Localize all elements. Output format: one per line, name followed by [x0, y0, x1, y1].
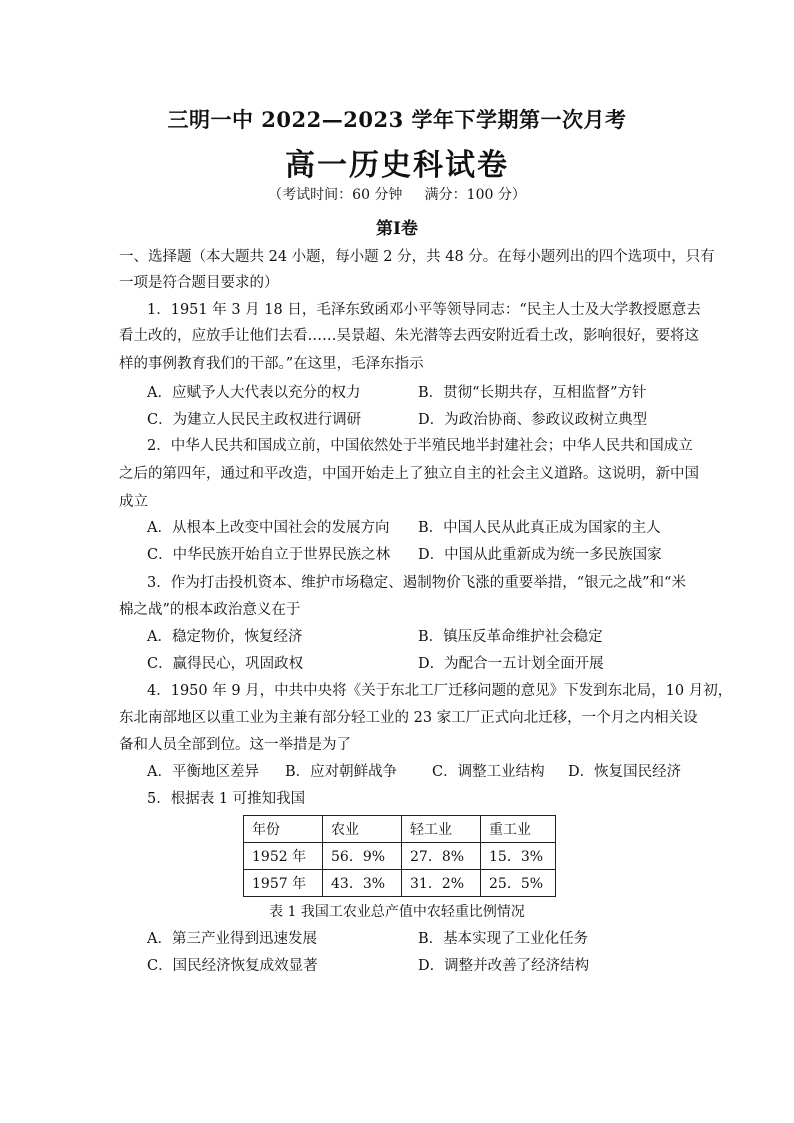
exam-info: （考试时间：60 分钟 满分：100 分） — [268, 187, 526, 203]
section-heading: 第Ⅰ卷 — [376, 219, 418, 239]
question-5-option-d[interactable]: D．调整并改善了经济结构 — [418, 958, 590, 974]
table-cell: 43．3% — [323, 870, 402, 897]
question-4-option-b[interactable]: B．应对朝鲜战争 — [285, 764, 398, 780]
question-1-line-2: 看土改的，应放手让他们去看……吴景超、朱光潜等去西安附近看土改，影响很好，要将这 — [119, 328, 699, 344]
question-4-option-c[interactable]: C．调整工业结构 — [432, 764, 545, 780]
question-2-line-2: 之后的第四年，通过和平改造，中国开始走上了独立自主的社会主义道路。这说明，新中国 — [119, 466, 699, 482]
question-3-line-1: 3．作为打击投机资本、维护市场稳定、遏制物价飞涨的重要举措，“银元之战”和“米 — [147, 575, 686, 591]
question-1-option-c[interactable]: C．为建立人民民主政权进行调研 — [147, 412, 362, 428]
question-1-option-a[interactable]: A．应赋予人大代表以充分的权力 — [147, 385, 361, 401]
question-5-option-b[interactable]: B．基本实现了工业化任务 — [418, 931, 589, 947]
question-2-line-1: 2．中华人民共和国成立前，中国依然处于半殖民地半封建社会；中华人民共和国成立 — [147, 438, 693, 454]
question-1-line-1: 1．1951 年 3 月 18 日，毛泽东致函邓小平等领导同志：“民主人士及大学教授愿意去 — [147, 302, 701, 318]
instructions-line-1: 一、选择题（本大题共 24 小题，每小题 2 分，共 48 分。在每小题列出的四个选项中，只有 — [119, 249, 715, 265]
question-4-option-a[interactable]: A．平衡地区差异 — [147, 764, 259, 780]
question-2-option-b[interactable]: B．中国人民从此真正成为国家的主人 — [418, 520, 661, 536]
subject-title: 高一历史科试卷 — [285, 148, 509, 183]
table-header-cell: 年份 — [244, 816, 323, 843]
question-1-line-3: 样的事例教育我们的干部。”在这里，毛泽东指示 — [119, 356, 424, 372]
question-4-line-3: 备和人员全部到位。这一举措是为了 — [119, 737, 351, 753]
question-2-option-d[interactable]: D．中国从此重新成为统一多民族国家 — [418, 547, 662, 563]
table-header-cell: 轻工业 — [402, 816, 481, 843]
table-row — [244, 870, 556, 897]
question-4-option-d[interactable]: D．恢复国民经济 — [568, 764, 682, 780]
question-1-option-d[interactable]: D．为政治协商、参政议政树立典型 — [418, 412, 648, 428]
table-cell: 31．2% — [402, 870, 481, 897]
question-3-option-a[interactable]: A．稳定物价，恢复经济 — [147, 629, 303, 645]
table-cell: 15．3% — [481, 843, 556, 870]
question-3-line-2: 棉之战”的根本政治意义在于 — [119, 602, 301, 618]
table-cell: 1957 年 — [244, 870, 323, 897]
question-2-option-c[interactable]: C．中华民族开始自立于世界民族之林 — [147, 547, 391, 563]
school-exam-title: 三明一中 2022—2023 学年下学期第一次月考 — [167, 107, 627, 132]
question-5-option-c[interactable]: C．国民经济恢复成效显著 — [147, 958, 318, 974]
data-table — [243, 815, 556, 897]
question-4-line-1: 4．1950 年 9 月，中共中央将《关于东北工厂迁移问题的意见》下发到东北局，10 月初， — [147, 683, 733, 699]
question-1-option-b[interactable]: B．贯彻“长期共存，互相监督”方针 — [418, 385, 647, 401]
table-header-cell: 重工业 — [481, 816, 556, 843]
table-cell: 56．9% — [323, 843, 402, 870]
question-5-option-a[interactable]: A．第三产业得到迅速发展 — [147, 931, 317, 947]
table-header-cell: 农业 — [323, 816, 402, 843]
table-header-row — [244, 816, 556, 843]
instructions-line-2: 一项是符合题目要求的） — [119, 275, 279, 291]
table-cell: 27．8% — [402, 843, 481, 870]
table-row — [244, 843, 556, 870]
question-2-option-a[interactable]: A．从根本上改变中国社会的发展方向 — [147, 520, 390, 536]
question-4-line-2: 东北南部地区以重工业为主兼有部分轻工业的 23 家工厂正式向北迁移，一个月之内相关设 — [119, 710, 698, 726]
question-2-line-3: 成立 — [119, 494, 148, 510]
table-cell: 1952 年 — [244, 843, 323, 870]
question-5-line-1: 5．根据表 1 可推知我国 — [147, 791, 306, 807]
question-3-option-c[interactable]: C．赢得民心，巩固政权 — [147, 656, 304, 672]
table-caption: 表 1 我国工农业总产值中农轻重比例情况 — [269, 904, 525, 920]
table-cell: 25．5% — [481, 870, 556, 897]
question-3-option-d[interactable]: D．为配合一五计划全面开展 — [418, 656, 604, 672]
question-3-option-b[interactable]: B．镇压反革命维护社会稳定 — [418, 629, 603, 645]
